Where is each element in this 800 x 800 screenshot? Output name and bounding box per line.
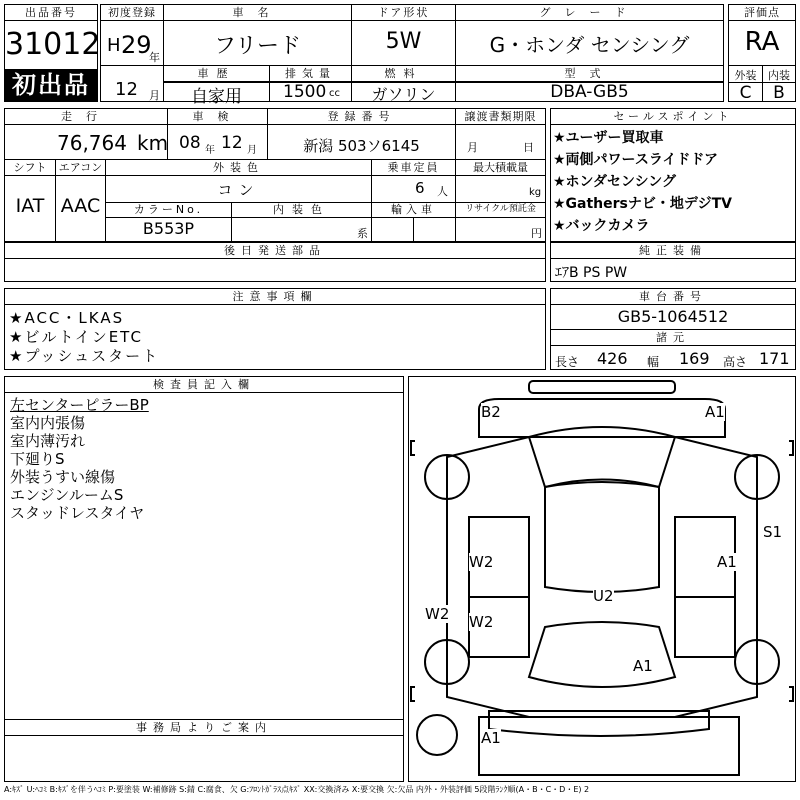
mark-a1-top: A1 [705,403,725,421]
inspector-item: エンジンルームS [10,486,124,504]
import-label: 輸入車 [391,203,436,216]
length-label: 長さ [555,355,580,369]
transfer-day-unit: 日 [523,141,534,154]
sales-point-item: ★両側パワースライドドア [553,152,719,168]
capacity-label: 乗車定員 [387,161,440,174]
history-value: 自家用 [191,87,242,107]
shift-value: IAT [15,195,45,217]
mark-a1-right: A1 [717,553,737,571]
mileage-label: 走行 [61,110,111,123]
sales-points-title: セールスポイント [551,109,795,125]
inspector-item: 室内薄汚れ [10,432,86,450]
inspector-item: 外装うすい線傷 [10,468,116,486]
car-name-label: 車名 [164,5,351,21]
score-box [728,4,796,102]
length-value: 426 [597,349,628,368]
header-table [100,4,724,107]
height-value: 171 [759,349,790,368]
lot-number-box [4,4,101,102]
standard-equipment-value: ｴｱB PS PW [555,265,628,281]
color-no-label: カラーNo. [133,203,204,216]
chassis-title: 車台番号 [551,289,795,305]
fuel-value: ガソリン [371,85,436,104]
sales-points-box [550,108,796,242]
width-label: 幅 [647,355,660,369]
year-unit: 年 [149,51,160,64]
dims-title: 諸元 [551,330,795,346]
int-color-label: 内装色 [273,203,330,216]
inspector-box [4,376,404,782]
reg-year: 29 [121,31,152,59]
mark-b2: B2 [481,403,501,421]
shift-label: シフト [13,161,47,174]
max-load-unit: kg [529,187,542,198]
displacement-unit: cc [329,88,340,99]
exterior-label: 外装 [734,69,757,82]
mark-u2: U2 [593,587,614,605]
inspection-month: 12 [221,133,243,153]
sales-point-item: ★ホンダセンシング [553,174,677,190]
mark-a1-rear: A1 [633,657,653,675]
car-outline-diagram [409,377,795,781]
chassis-box [550,288,796,370]
notes-title: 注意事項欄 [5,289,545,305]
inspector-title: 検査員記入欄 [5,377,403,393]
plate-label: 登録番号 [327,110,396,123]
transfer-label: 譲渡書類期限 [464,110,537,123]
notes-box [4,288,546,370]
history-label: 車歴 [164,66,269,82]
ext-color-value: コン [217,181,260,199]
plate-value: 新潟 503ソ6145 [303,137,420,155]
inspector-item: 左センターピラーBP [10,396,149,414]
grade-label: グレード [456,5,723,21]
sales-point-item: ★バックカメラ [553,218,650,234]
mileage-unit: km [137,131,169,155]
inspection-year: 08 [179,133,201,153]
transfer-month-unit: 月 [467,141,478,154]
notes-list [9,309,509,366]
standard-equipment-box [550,242,796,282]
grade-value: G・ホンダ センシング [489,33,690,57]
sales-point-item: ★ユーザー買取車 [553,130,664,146]
displacement-value: 1500 [283,82,327,102]
capacity-value: 6 [415,179,425,197]
mark-w2-upper: W2 [469,553,494,571]
ext-color-label: 外装色 [213,161,264,174]
height-label: 高さ [723,355,748,369]
lot-label: 出品番号 [5,5,97,21]
max-load-label: 最大積載量 [473,161,528,174]
inspector-item: 下廻りS [10,450,65,468]
chassis-number: GB5-1064512 [617,307,729,326]
fuel-label: 燃料 [352,66,455,82]
sales-points-list [553,127,793,237]
mark-a1-bottom: A1 [481,729,501,747]
model-value: DBA-GB5 [550,82,629,102]
mark-s1: S1 [763,523,783,541]
sales-point-item: ★Gathersナビ・地デジTV [553,196,732,212]
car-name: フリード [213,34,302,59]
note-item: ★プッシュスタート [9,347,160,365]
reg-label: 初度登録 [101,5,163,21]
inspection-month-unit: 月 [247,145,257,156]
model-label: 型式 [456,66,723,82]
int-color-unit: 系 [357,227,368,240]
inspection-label: 車検 [192,110,243,123]
score-label: 評価点 [729,5,795,21]
later-parts-box [4,242,546,282]
mark-w2-left: W2 [425,605,450,623]
exterior-grade: C [739,83,752,103]
mileage-value: 76,764 [57,131,127,155]
score-value: RA [744,27,780,57]
note-item: ★ビルトインETC [9,328,143,346]
lot-number: 31012 [5,27,101,62]
recycle-label: リサイクル預託金 [465,204,536,214]
reg-month: 12 [115,79,138,100]
first-listing-badge: 初出品 [5,69,97,102]
door-label: ドア形状 [352,5,455,21]
capacity-unit: 人 [437,185,448,198]
interior-label: 内装 [768,69,790,82]
inspector-list [10,396,390,522]
era: H [107,35,121,56]
legend: A:ｷｽﾞ U:ﾍｺﾐ B:ｷｽﾞを伴うﾍｺﾐ P:要塗装 W:補修跡 S:錆 C:腐食、欠 G:ﾌﾛﾝﾄｶﾞﾗｽ点ｷｽﾞ XX:交換済み X:要交換 欠:欠品 内外・外装評価 5段階ﾗﾝｸ順(A・B・C・D・E) 2 [4,785,590,794]
interior-grade: B [773,83,785,103]
inspection-year-unit: 年 [205,145,215,156]
aircon-value: AAC [60,195,101,217]
door-value: 5W [385,29,422,54]
damage-diagram [408,376,796,782]
office-title: 事務局よりご案内 [5,720,403,736]
aircon-label: エアコン [58,161,103,174]
standard-equipment-title: 純正装備 [551,243,795,259]
specs-table [4,108,546,242]
month-unit: 月 [149,89,160,102]
color-no-value: B553P [142,219,195,238]
mark-w2-lower: W2 [469,613,494,631]
width-value: 169 [679,349,710,368]
recycle-unit: 円 [531,227,542,240]
inspector-item: 室内内張傷 [10,414,86,432]
displacement-label: 排気量 [270,66,351,82]
note-item: ★ACC・LKAS [9,309,125,327]
inspector-item: スタッドレスタイヤ [10,504,145,522]
later-parts-title: 後日発送部品 [5,243,545,259]
